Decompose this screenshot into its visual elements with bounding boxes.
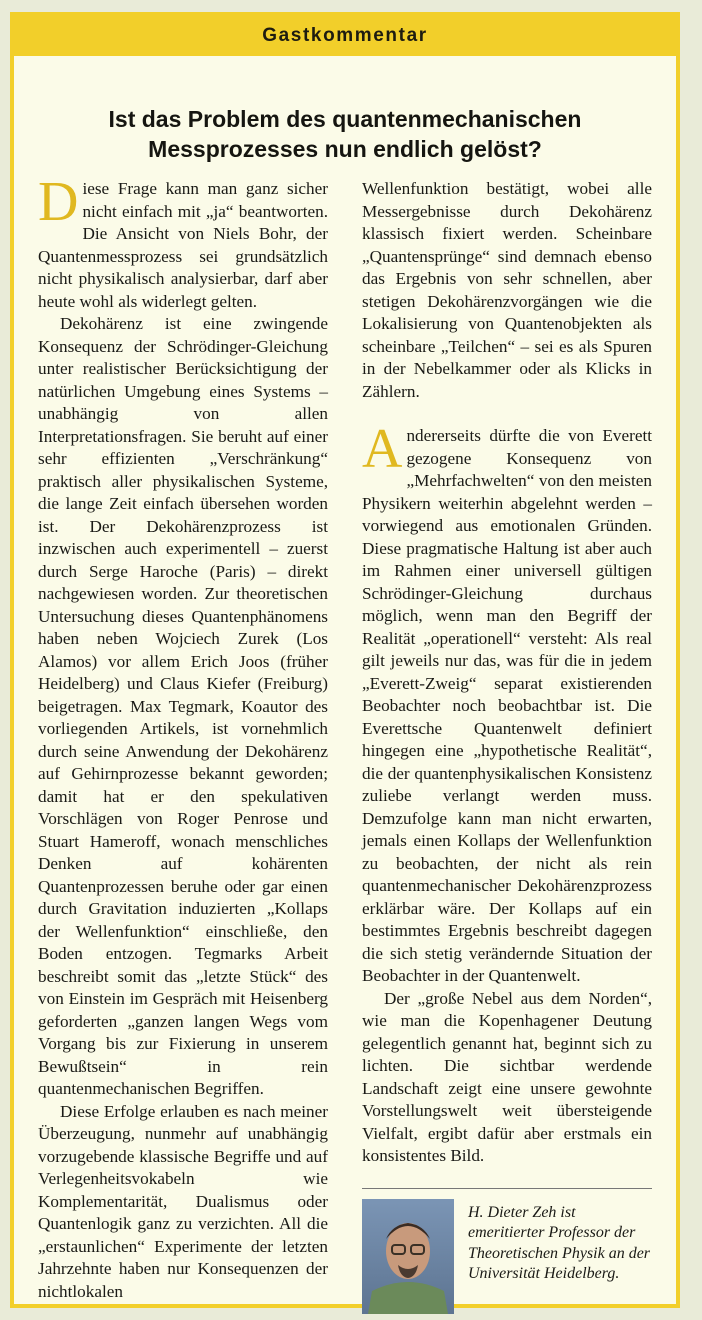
article-body	[38, 171, 652, 1314]
article-headline	[14, 104, 676, 164]
headline-line-1: Ist das Problem des quantenmechanischen	[108, 106, 582, 132]
column-right	[362, 178, 652, 1314]
paragraph-text: ndererseits dürfte die von Everett gezogene Konsequenz von „Mehrfachwelten“ von den meisten Physikern weiterhin abgelehnt werden – vorwiegend aus emotionalen Gründen. Diese pragmatische Haltung ist aber auch im Rahmen einer universell gültigen Schrödinger-Gleichung durchaus möglich, wenn man den Begriff der Realität „operationell“ versteht: Als real gilt jeweils nur das, was für die in jedem „Everett-Zweig“ separat existierenden Beobachter noch beobachtbar ist. Die Everettsche Quantenwelt definiert hingegen eine „hypothetische Realität“, die der quantenphysikalischen Konsistenz zuliebe verlangt werden muss. Demzufolge kann man nicht erwarten, jemals einen Kollaps der Wellenfunktion zu beobachten, der nicht als rein quantenmechanischer Dekohärenzprozess erklärbar wäre. Der Kollaps auf ein bestimmtes Ergebnis beschreibt dagegen die sich stetig verändernde Situation der Beobachter in der Quantenwelt.	[362, 426, 652, 985]
column-left	[38, 171, 328, 1314]
author-photo	[362, 1199, 454, 1314]
author-box	[362, 1188, 652, 1314]
headline-line-2: Messprozesses nun endlich gelöst?	[148, 136, 542, 162]
paragraph: Dekohärenz ist eine zwingende Konsequenz der Schrödinger-Gleichung unter realistischer Berücksichtigung der natürlichen Umgebung eines Systems – unabhängig von allen Interpretationsfragen. Sie beruht auf einer sehr effizienten „Verschränkung“ praktisch aller physikalischen Systeme, die lange Zeit einfach übersehen worden ist. Der Dekohärenzprozess ist inzwischen auch experimentell – zuerst durch Serge Haroche (Paris) – direkt nachgewiesen worden. Zur theoretischen Untersuchung dieses Quantenphänomens haben neben Wojciech Zurek (Los Alamos) vor allem Erich Joos (früher Heidelberg) und Claus Kiefer (Freiburg) beigetragen. Max Tegmark, Koautor des vorliegenden Artikels, ist vornehmlich durch seine Anwendung der Dekohärenz auf Gehirnprozesse bekannt geworden; damit hat er den spekulativen Vorschlägen von Roger Penrose und Stuart Hameroff, wonach menschliches Denken auf kohärenten Quantenprozessen beruhe oder gar einen durch Gravitation induzierten „Kollaps der Wellenfunktion“ einschließe, den Boden entzogen. Tegmarks Arbeit beschreibt somit das „letzte Stück“ des von Einstein im Gespräch mit Heisenberg geforderten „ganzen langen Wegs vom Vorgang bis zur Fixierung in unserem Bewußtsein“ in rein quantenmechanischen Begriffen.	[38, 314, 328, 1098]
paragraph: Diese Erfolge erlauben es nach meiner Überzeugung, nunmehr auf unabhängig vorzugebende klassische Begriffe und auf Verlegenheitsvokabeln wie Komplementarität, Dualismus oder Quantenlogik ganz zu verzichten. All die „erstaunlichen“ Experimente der letzten Jahrzehnte haben nur Konsequenzen der nichtlokalen	[38, 1101, 328, 1301]
section-banner: Gastkommentar	[14, 16, 676, 56]
drop-cap: A	[362, 418, 403, 480]
paragraph: Wellenfunktion bestätigt, wobei alle Messergebnisse durch Dekohärenz klassisch fixiert werden. Scheinbare „Quantensprünge“ sind demnach ebenso das Ergebnis von sehr schnellen, aber stetigen Dekohärenzvorgängen wie die Lokalisierung von Quantenobjekten als scheinbare „Teilchen“ – sei es als Spuren in der Nebelkammer oder als Klicks in Zählern.	[362, 179, 652, 401]
paragraph-text: iese Frage kann man ganz sicher nicht einfach mit „ja“ beantworten. Die Ansicht von Niels Bohr, der Quantenmessprozess sei grundsätzlich nicht physikalisch analysierbar, darf aber heute wohl als widerlegt gelten.	[38, 179, 328, 311]
paragraph	[362, 418, 652, 988]
drop-cap: D	[38, 171, 79, 233]
paragraph	[38, 171, 328, 313]
portrait-icon	[362, 1199, 454, 1314]
author-bio: H. Dieter Zeh ist emeritierter Professor der Theoretischen Physik an der Universität Heidelberg.	[468, 1203, 651, 1282]
article-page	[10, 12, 680, 1308]
paragraph: Der „große Nebel aus dem Norden“, wie man die Kopenhagener Deutung gelegentlich genannt hat, beginnt sich zu lichten. Die sichtbar werdende Landschaft zeigt eine unsere gewohnte Vorstellungswelt weit übersteigende Vielfalt, ergibt dafür aber erstmals ein konsistentes Bild.	[362, 988, 652, 1165]
